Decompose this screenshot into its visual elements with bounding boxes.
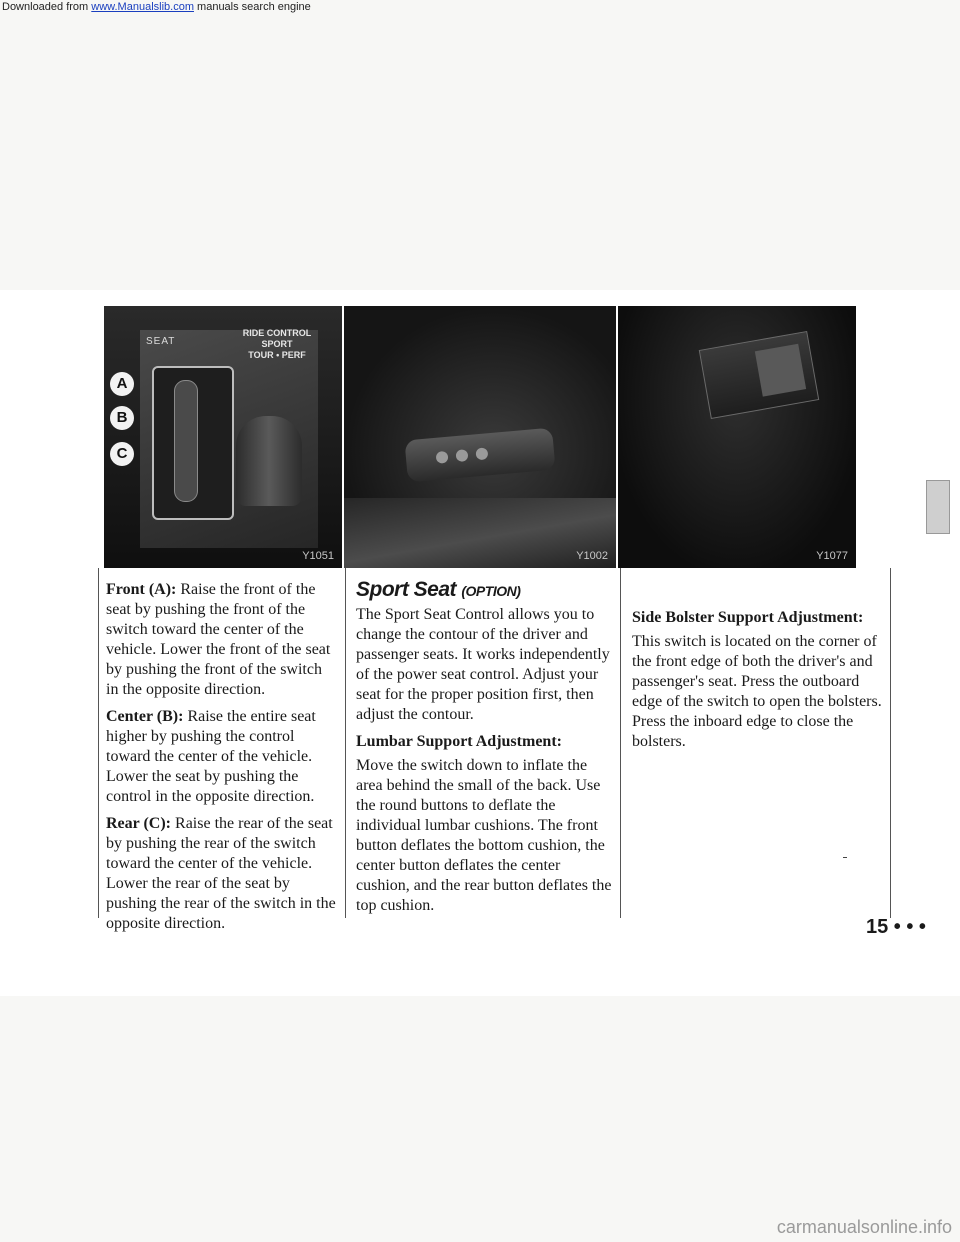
ride-control-title: RIDE CONTROL <box>242 328 312 338</box>
bolster-switch-graphic <box>699 331 819 419</box>
section-edge-tab <box>926 480 950 534</box>
rear-text: Raise the rear of the seat by pushing the rear of the switch toward the center of the vehicle. Lower the rear of the seat by pushing the rear of the switch in the opposite direction. <box>106 815 336 932</box>
header-suffix: manuals search engine <box>193 1 311 13</box>
lumbar-button-center <box>455 449 468 462</box>
lumbar-switch-graphic <box>404 428 555 483</box>
front-text: Raise the front of the seat by pushing the front of the switch toward the center of the vehicle. Lower the front of the seat by pushing the front of the switch in the opposite direction. <box>106 581 331 698</box>
header-prefix: Downloaded from <box>2 1 92 13</box>
badge-c: C <box>110 442 134 466</box>
rear-paragraph <box>106 814 338 934</box>
sport-seat-intro: The Sport Seat Control allows you to change the contour of the driver and passenger seats. It works independently of the power seat control. Adjust your seat for the proper position first, then adjust the contour. <box>356 606 610 723</box>
bolster-subhead: Side Bolster Support Adjustment: <box>632 609 864 626</box>
column-rule <box>620 568 621 918</box>
ride-mode-sport: SPORT <box>261 339 293 349</box>
badge-b: B <box>110 406 134 430</box>
photo-code: Y1002 <box>576 550 608 562</box>
page-number: 15 • • • <box>866 916 926 938</box>
section-title-text: Sport Seat <box>356 578 457 601</box>
manualslib-link[interactable]: www.Manualslib.com <box>91 1 194 13</box>
center-paragraph <box>106 707 338 807</box>
lumbar-subhead: Lumbar Support Adjustment: <box>356 733 562 750</box>
front-paragraph <box>106 580 338 700</box>
photo-code: Y1077 <box>816 550 848 562</box>
column-rule <box>890 568 891 918</box>
seat-control-photo <box>104 306 342 568</box>
seat-panel-label: SEAT <box>146 336 176 347</box>
stray-mark <box>843 857 847 858</box>
section-title <box>356 580 612 601</box>
bolster-column <box>632 608 888 759</box>
seat-leather-graphic <box>344 498 616 568</box>
download-header <box>0 0 960 14</box>
front-lead: Front (A): <box>106 581 177 598</box>
photo-code: Y1051 <box>302 550 334 562</box>
lumbar-body: Move the switch down to inflate the area behind the small of the back. Use the round buttons to deflate the individual lumbar cushions. The front button deflates the bottom cushion, the center button deflates the center cushion, and the rear button deflates the top cushion. <box>356 757 612 914</box>
column-rule <box>98 568 99 918</box>
ride-control-knob-graphic <box>236 416 302 506</box>
lumbar-control-photo <box>344 306 616 568</box>
badge-a: A <box>110 372 134 396</box>
column-rule <box>345 568 346 918</box>
bolster-body: This switch is located on the corner of the front edge of both the driver's and passenger's seat. Press the outboard edge of the switch to open the bolsters. Press the inboard edge to close the bolsters. <box>632 633 882 750</box>
center-lead: Center (B): <box>106 708 184 725</box>
seat-adjustment-column <box>106 580 338 941</box>
lumbar-button-rear <box>475 447 488 460</box>
seat-switch-graphic <box>152 366 234 520</box>
lumbar-button-front <box>436 451 449 464</box>
sport-seat-column <box>356 580 612 923</box>
center-text: Raise the entire seat higher by pushing the control toward the center of the vehicle. Lower the seat by pushing the control in the opposite direction. <box>106 708 316 805</box>
section-title-tag: (OPTION) <box>461 583 521 599</box>
ride-mode-row: TOUR • PERF <box>248 350 306 360</box>
bolster-switch-photo <box>618 306 856 568</box>
footer-watermark: carmanualsonline.info <box>776 1217 952 1237</box>
ride-control-label <box>222 328 332 361</box>
rear-lead: Rear (C): <box>106 815 172 832</box>
